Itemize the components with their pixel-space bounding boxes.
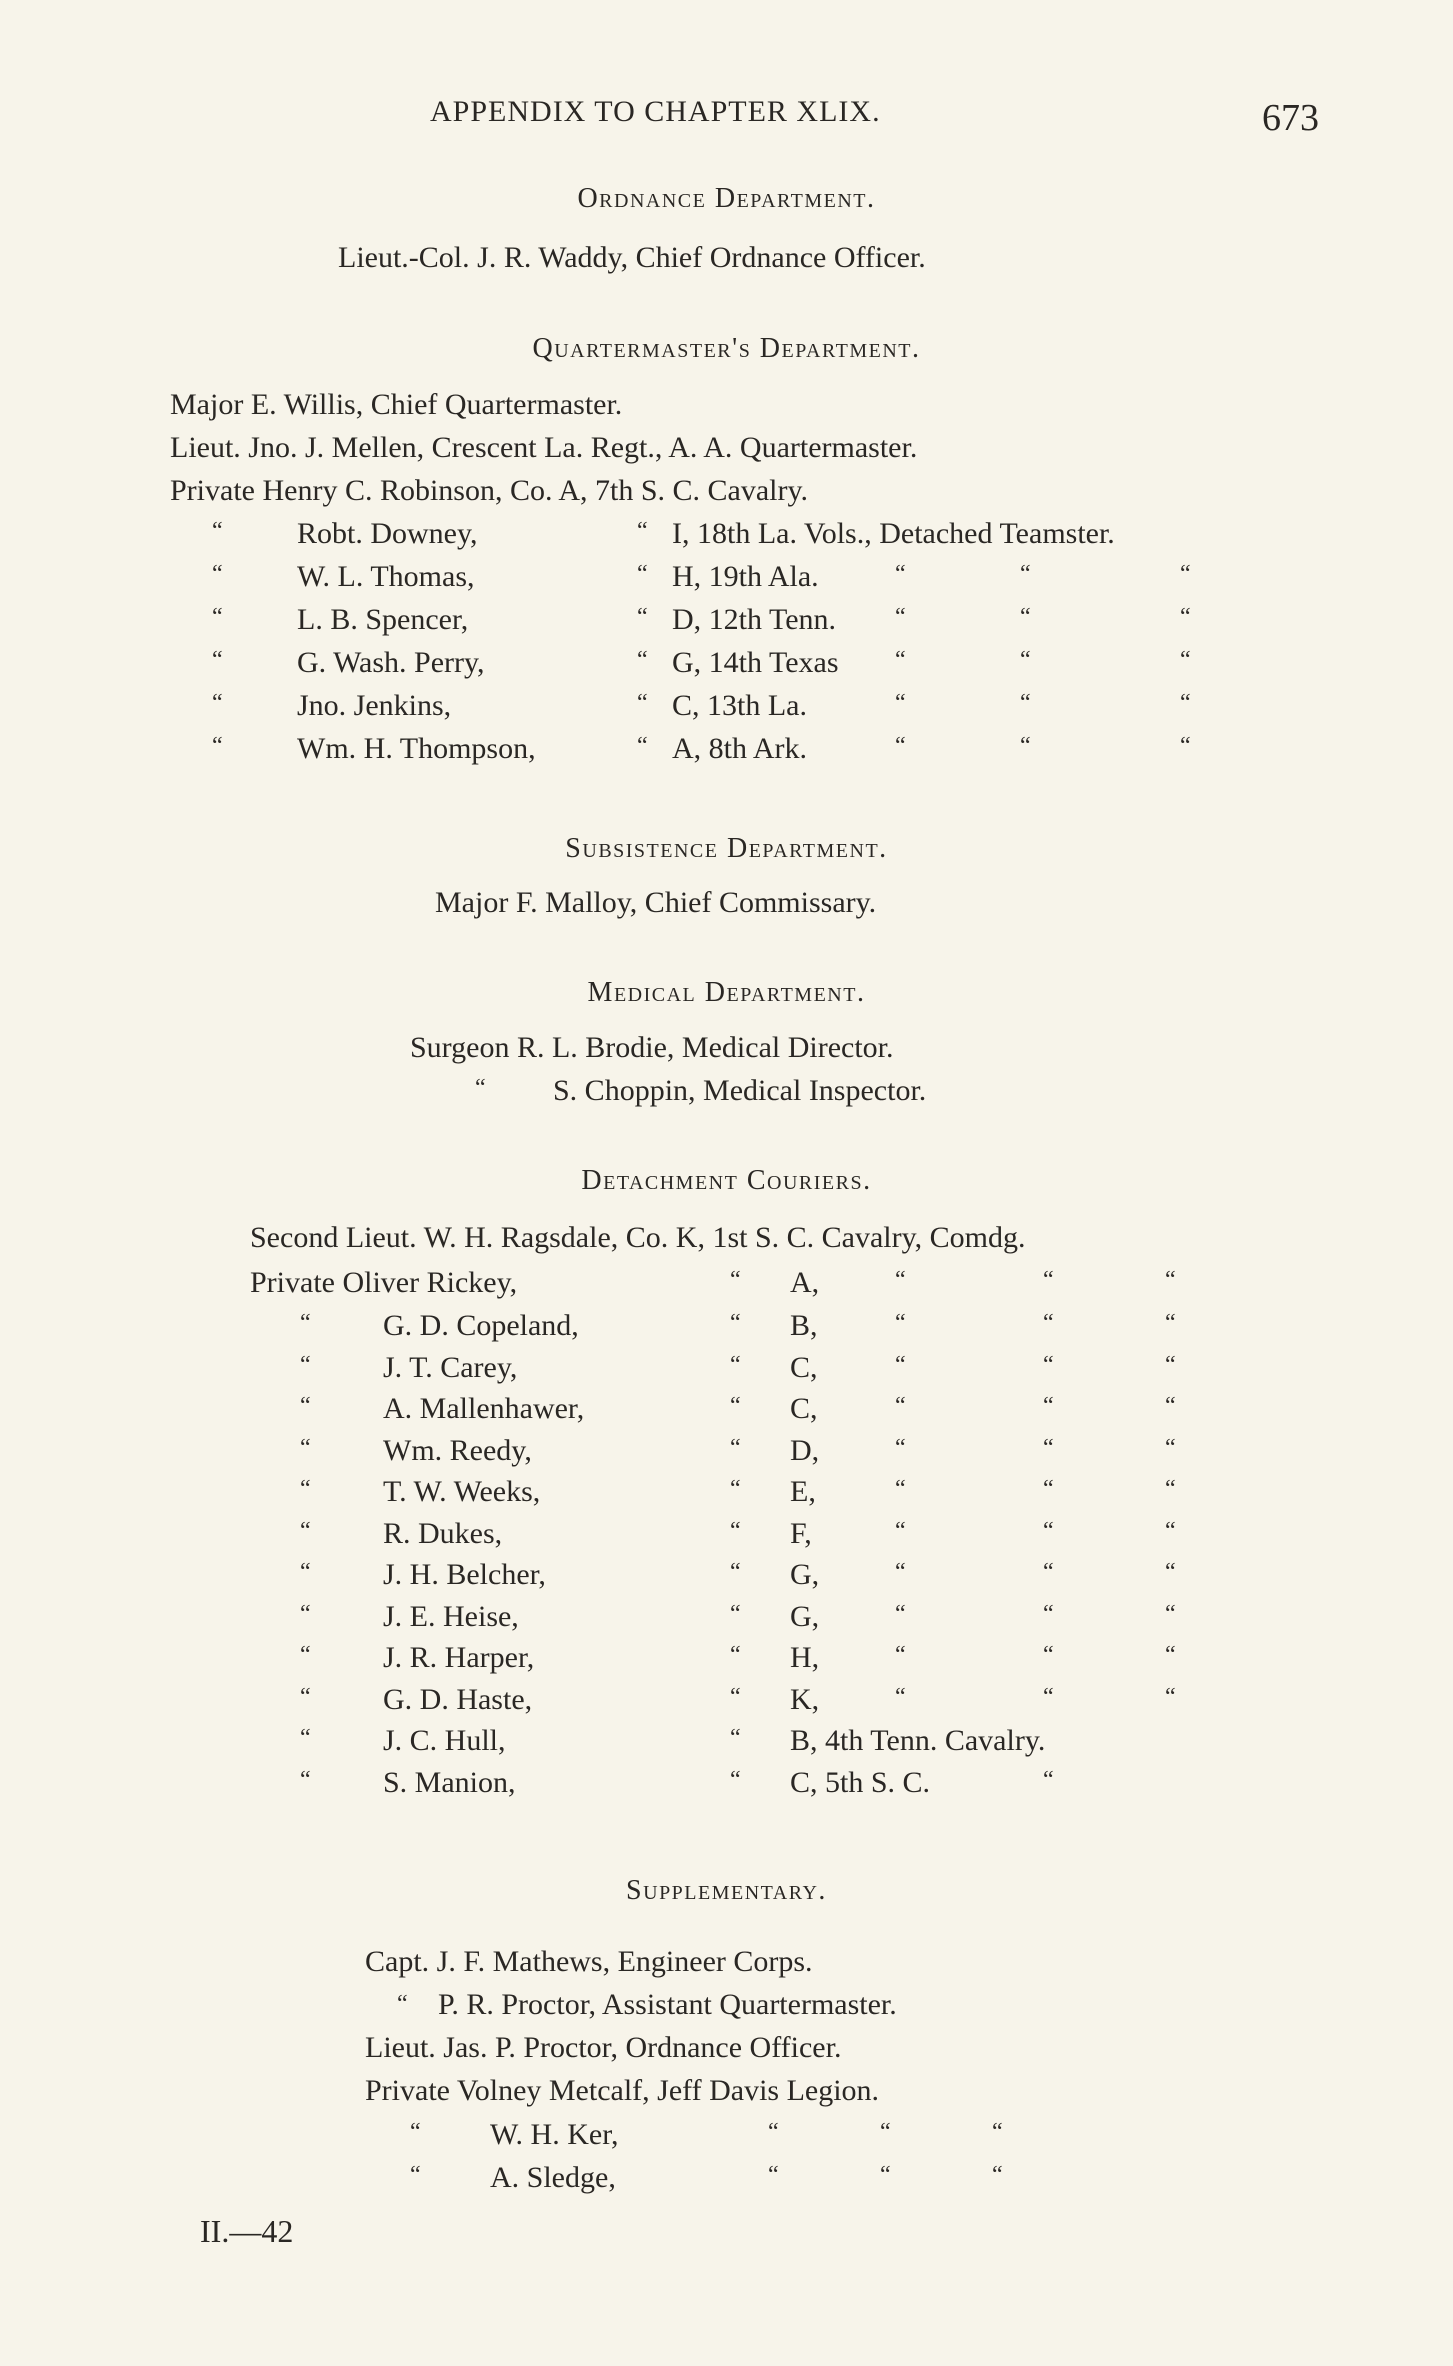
ditto-mark: “ (637, 604, 648, 630)
subsistence-officer-line: Major F. Malloy, Chief Commissary. (435, 886, 877, 919)
medical-director-line: Surgeon R. L. Brodie, Medical Director. (410, 1031, 894, 1064)
supplementary-line: P. R. Proctor, Assistant Quartermaster. (438, 1988, 897, 2021)
ditto-mark: “ (1043, 1435, 1054, 1461)
ordnance-officer-line: Lieut.-Col. J. R. Waddy, Chief Ordnance Officer. (338, 241, 926, 274)
courier-company: E, (790, 1475, 816, 1508)
ditto-mark: “ (300, 1435, 311, 1461)
ditto-mark: “ (1180, 690, 1191, 716)
ditto-mark: “ (730, 1642, 741, 1668)
teamster-unit: A, 8th Ark. (672, 732, 807, 765)
ditto-mark: “ (1180, 733, 1191, 759)
ditto-mark: “ (637, 690, 648, 716)
ditto-mark: “ (1043, 1393, 1054, 1419)
medical-heading: Medical Department. (587, 977, 866, 1008)
courier-name: J. C. Hull, (383, 1724, 506, 1757)
courier-company: B, (790, 1309, 818, 1342)
running-title: APPENDIX TO CHAPTER XLIX. (430, 95, 881, 128)
ditto-mark: “ (992, 2119, 1003, 2145)
ditto-mark: “ (1020, 733, 1031, 759)
ordnance-heading: Ordnance Department. (577, 183, 876, 214)
ditto-mark: “ (300, 1559, 311, 1585)
ditto-mark: “ (1180, 604, 1191, 630)
supplementary-name: A. Sledge, (490, 2161, 616, 2194)
teamster-unit: I, 18th La. Vols., Detached Teamster. (672, 517, 1115, 550)
courier-company: B, 4th Tenn. Cavalry. (790, 1724, 1046, 1757)
ditto-mark: “ (1165, 1476, 1176, 1502)
ditto-mark: “ (1165, 1352, 1176, 1378)
ditto-mark: “ (895, 1518, 906, 1544)
ditto-mark: “ (1043, 1267, 1054, 1293)
teamster-name: Robt. Downey, (297, 517, 478, 550)
ditto-mark: “ (1043, 1310, 1054, 1336)
ditto-mark: “ (1020, 604, 1031, 630)
courier-first-name: Private Oliver Rickey, (250, 1266, 518, 1299)
ditto-mark: “ (730, 1601, 741, 1627)
quartermaster-heading: Quartermaster's Department. (532, 333, 921, 364)
courier-name: Wm. Reedy, (383, 1434, 532, 1467)
ditto-mark: “ (895, 1476, 906, 1502)
supplementary-name: W. H. Ker, (490, 2118, 619, 2151)
page-number: 673 (1262, 97, 1319, 139)
courier-name: J. R. Harper, (383, 1641, 535, 1674)
courier-name: A. Mallenhawer, (383, 1392, 585, 1425)
ditto-mark: “ (895, 1559, 906, 1585)
courier-name: T. W. Weeks, (383, 1475, 541, 1508)
ditto-mark: “ (1043, 1518, 1054, 1544)
ditto-mark: “ (895, 1352, 906, 1378)
teamster-name: W. L. Thomas, (297, 560, 475, 593)
courier-company: G, (790, 1600, 820, 1633)
courier-name: S. Manion, (383, 1766, 516, 1799)
courier-name: G. D. Haste, (383, 1683, 533, 1716)
teamster-unit: C, 13th La. (672, 689, 807, 722)
ditto-mark: “ (212, 561, 223, 587)
teamster-unit: D, 12th Tenn. (672, 603, 837, 636)
ditto-mark: “ (1180, 561, 1191, 587)
ditto-mark: “ (1165, 1393, 1176, 1419)
signature-mark: II.—42 (200, 2213, 294, 2249)
supplementary-heading: Supplementary. (626, 1875, 827, 1906)
ditto-mark: “ (1020, 561, 1031, 587)
ditto-mark: “ (475, 1075, 486, 1101)
ditto-mark: “ (895, 733, 906, 759)
teamster-unit: H, 19th Ala. (672, 560, 819, 593)
courier-name: J. E. Heise, (383, 1600, 519, 1633)
ditto-mark: “ (880, 2162, 891, 2188)
ditto-mark: “ (730, 1267, 741, 1293)
ditto-mark: “ (768, 2162, 779, 2188)
ditto-mark: “ (1165, 1642, 1176, 1668)
ditto-mark: “ (212, 518, 223, 544)
ditto-mark: “ (300, 1393, 311, 1419)
ditto-mark: “ (300, 1725, 311, 1751)
ditto-mark: “ (1020, 690, 1031, 716)
teamster-name: Jno. Jenkins, (297, 689, 452, 722)
ditto-mark: “ (895, 1393, 906, 1419)
ditto-mark: “ (1165, 1684, 1176, 1710)
ditto-mark: “ (300, 1476, 311, 1502)
ditto-mark: “ (730, 1310, 741, 1336)
courier-company: F, (790, 1517, 812, 1550)
ditto-mark: “ (730, 1393, 741, 1419)
ditto-mark: “ (637, 518, 648, 544)
ditto-mark: “ (1165, 1559, 1176, 1585)
ditto-mark: “ (1043, 1476, 1054, 1502)
ditto-mark: “ (730, 1435, 741, 1461)
ditto-mark: “ (637, 647, 648, 673)
courier-company: C, 5th S. C. (790, 1766, 931, 1799)
ditto-mark: “ (895, 1601, 906, 1627)
ditto-mark: “ (1043, 1642, 1054, 1668)
ditto-mark: “ (730, 1476, 741, 1502)
ditto-mark: “ (895, 690, 906, 716)
ditto-mark: “ (895, 647, 906, 673)
ditto-mark: “ (1043, 1559, 1054, 1585)
ditto-mark: “ (895, 1642, 906, 1668)
ditto-mark: “ (1020, 647, 1031, 673)
ditto-mark: “ (410, 2119, 421, 2145)
ditto-mark: “ (730, 1725, 741, 1751)
ditto-mark: “ (895, 1310, 906, 1336)
courier-company: A, (790, 1266, 820, 1299)
medical-inspector-line: S. Choppin, Medical Inspector. (553, 1074, 927, 1107)
quartermaster-line: Lieut. Jno. J. Mellen, Crescent La. Regt., A. A. Quartermaster. (170, 431, 918, 464)
courier-name: G. D. Copeland, (383, 1309, 579, 1342)
quartermaster-line: Private Henry C. Robinson, Co. A, 7th S. C. Cavalry. (170, 474, 809, 507)
ditto-mark: “ (212, 690, 223, 716)
ditto-mark: “ (1180, 647, 1191, 673)
courier-company: H, (790, 1641, 820, 1674)
courier-company: C, (790, 1351, 818, 1384)
ditto-mark: “ (300, 1601, 311, 1627)
ditto-mark: “ (637, 561, 648, 587)
ditto-mark: “ (300, 1684, 311, 1710)
ditto-mark: “ (637, 733, 648, 759)
ditto-mark: “ (410, 2162, 421, 2188)
ditto-mark: “ (768, 2119, 779, 2145)
ditto-mark: “ (1165, 1310, 1176, 1336)
courier-name: J. H. Belcher, (383, 1558, 546, 1591)
teamster-name: Wm. H. Thompson, (297, 732, 536, 765)
ditto-mark: “ (397, 1991, 408, 2017)
ditto-mark: “ (730, 1684, 741, 1710)
ditto-mark: “ (300, 1518, 311, 1544)
ditto-mark: “ (880, 2119, 891, 2145)
quartermaster-line: Major E. Willis, Chief Quartermaster. (170, 388, 623, 421)
ditto-mark: “ (1043, 1601, 1054, 1627)
ditto-mark: “ (730, 1767, 741, 1793)
courier-company: C, (790, 1392, 818, 1425)
ditto-mark: “ (992, 2162, 1003, 2188)
ditto-mark: “ (1165, 1435, 1176, 1461)
ditto-mark: “ (1165, 1601, 1176, 1627)
ditto-mark: “ (895, 1267, 906, 1293)
ditto-mark: “ (1043, 1684, 1054, 1710)
ditto-mark: “ (1165, 1267, 1176, 1293)
ditto-mark: “ (1043, 1767, 1054, 1793)
ditto-mark: “ (212, 647, 223, 673)
ditto-mark: “ (730, 1559, 741, 1585)
ditto-mark: “ (300, 1352, 311, 1378)
couriers-commander-line: Second Lieut. W. H. Ragsdale, Co. K, 1st S. C. Cavalry, Comdg. (250, 1221, 1026, 1254)
ditto-mark: “ (895, 604, 906, 630)
subsistence-heading: Subsistence Department. (565, 833, 888, 864)
ditto-mark: “ (730, 1352, 741, 1378)
ditto-mark: “ (895, 1684, 906, 1710)
teamster-unit: G, 14th Texas (672, 646, 839, 679)
ditto-mark: “ (1043, 1352, 1054, 1378)
ditto-mark: “ (212, 733, 223, 759)
supplementary-line: Lieut. Jas. P. Proctor, Ordnance Officer. (365, 2031, 842, 2064)
ditto-mark: “ (300, 1310, 311, 1336)
ditto-mark: “ (895, 561, 906, 587)
courier-name: J. T. Carey, (383, 1351, 518, 1384)
couriers-heading: Detachment Couriers. (581, 1165, 872, 1196)
courier-company: K, (790, 1683, 820, 1716)
teamster-name: G. Wash. Perry, (297, 646, 485, 679)
courier-company: D, (790, 1434, 820, 1467)
courier-company: G, (790, 1558, 820, 1591)
ditto-mark: “ (300, 1642, 311, 1668)
ditto-mark: “ (212, 604, 223, 630)
supplementary-line: Private Volney Metcalf, Jeff Davis Legion. (365, 2074, 880, 2107)
ditto-mark: “ (730, 1518, 741, 1544)
ditto-mark: “ (895, 1435, 906, 1461)
ditto-mark: “ (1165, 1518, 1176, 1544)
ditto-mark: “ (300, 1767, 311, 1793)
courier-name: R. Dukes, (383, 1517, 503, 1550)
supplementary-line: Capt. J. F. Mathews, Engineer Corps. (365, 1945, 813, 1978)
teamster-name: L. B. Spencer, (297, 603, 469, 636)
